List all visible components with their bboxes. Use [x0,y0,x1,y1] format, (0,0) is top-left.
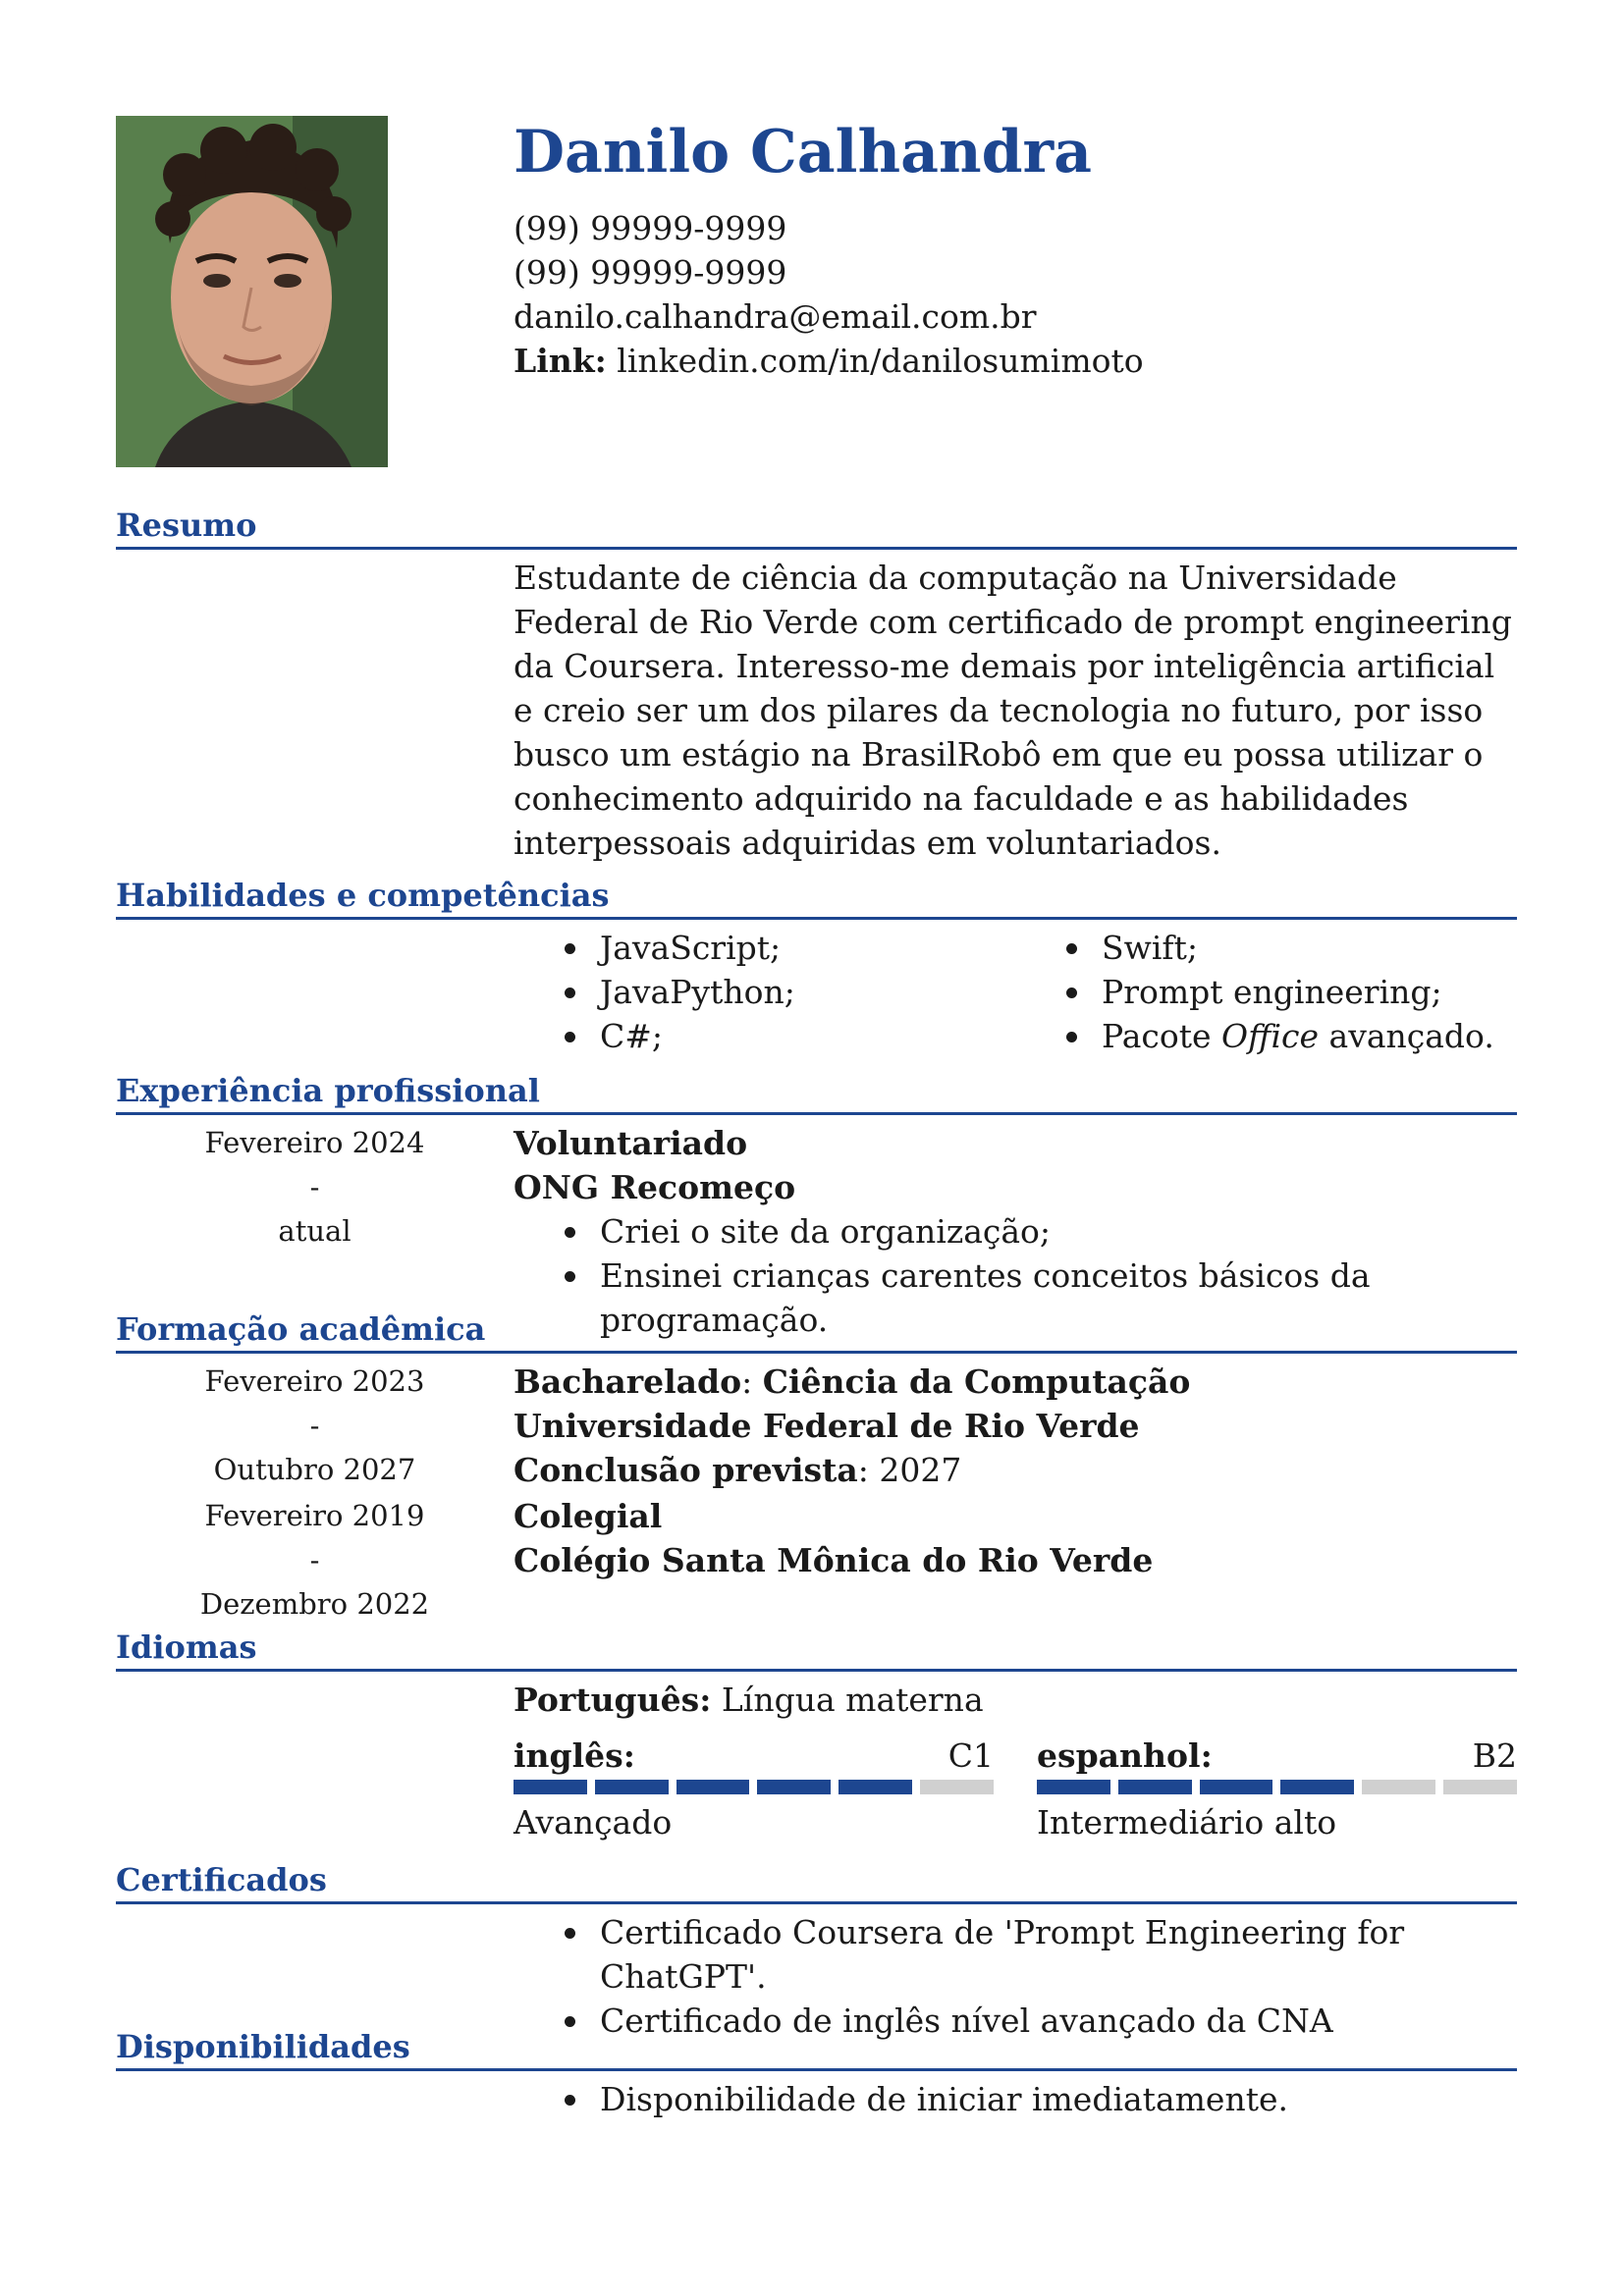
header [514,120,1515,383]
education-dates-2 [116,1494,514,1627]
certificates-list [514,1910,1517,2043]
education-dates-1 [116,1360,514,1492]
section-title: Habilidades e competências [116,876,1517,920]
availability-list [514,2077,1517,2121]
list-item: Pacote Office avançado. [1015,1014,1517,1058]
list-item: JavaPython; [514,970,1015,1014]
date-separator: - [309,1170,320,1203]
list-item: C#; [514,1014,1015,1058]
email[interactable]: danilo.calhandra@email.com.br [514,297,1037,336]
date-end: Dezembro 2022 [199,1587,430,1621]
school-name: Colégio Santa Mônica do Rio Verde [514,1541,1154,1579]
list-item: Criei o site da organização; [514,1209,1517,1254]
phone-primary: (99) 99999-9999 [514,209,787,247]
language-level: C1 [947,1736,994,1775]
section-title: Experiência profissional [116,1071,1517,1115]
level-bar [1037,1780,1517,1794]
skills-column-2 [1015,926,1517,1058]
section-title: Disponibilidades [116,2027,1517,2071]
languages [514,1678,1517,1844]
skills-column-1 [514,926,1015,1058]
language-description: Intermediário alto [1037,1803,1337,1842]
degree-line: Colegial [514,1497,663,1535]
list-item: Prompt engineering; [1015,970,1517,1014]
section-title: Formação acadêmica [116,1309,1517,1354]
link-label: Link: [514,342,607,380]
profile-photo [116,116,388,467]
list-item: JavaScript; [514,926,1015,970]
section-idiomas [116,1628,1517,1842]
date-separator: - [309,1409,320,1442]
conclusion-line: Conclusão prevista: 2027 [514,1451,962,1489]
list-item: Ensinei crianças carentes conceitos básicos da programação. [514,1254,1517,1342]
level-segment [595,1780,669,1794]
level-segment [1200,1780,1273,1794]
date-separator: - [309,1543,320,1576]
contact-info [514,206,1515,383]
level-segment [1118,1780,1192,1794]
candidate-name: Danilo Calhandra [514,118,1093,187]
job-organization: ONG Recomeço [514,1168,796,1206]
list-item: Disponibilidade de iniciar imediatamente. [514,2077,1517,2121]
language-level: B2 [1472,1736,1517,1775]
level-segment [1362,1780,1435,1794]
education-entry-1 [514,1360,1517,1492]
date-start: Fevereiro 2024 [204,1126,425,1159]
level-segment [757,1780,831,1794]
skills-list [514,926,1517,1058]
level-segment [676,1780,750,1794]
link-row [514,339,1515,383]
language-description: Avançado [514,1803,673,1842]
section-title: Idiomas [116,1628,1517,1672]
list-item: Certificado Coursera de 'Prompt Engineering for ChatGPT'. [514,1910,1517,1999]
date-end: atual [278,1214,352,1248]
native-language: Português: Língua materna [514,1681,984,1719]
language-spanish [1037,1734,1517,1844]
language-name: inglês: [514,1736,635,1775]
language-english [514,1734,994,1844]
section-title: Resumo [116,506,1517,550]
list-item: Swift; [1015,926,1517,970]
level-segment [1037,1780,1110,1794]
section-disponibilidades [116,2027,1517,2118]
linkedin-link[interactable]: linkedin.com/in/danilosumimoto [617,342,1144,380]
education-entry-2 [514,1494,1517,1582]
job-role: Voluntariado [514,1124,748,1162]
date-end: Outubro 2027 [213,1453,416,1486]
phone-secondary: (99) 99999-9999 [514,253,787,292]
list-item: Certificado de inglês nível avançado da CNA [514,1999,1517,2043]
school-name: Universidade Federal de Rio Verde [514,1407,1140,1445]
level-segment [839,1780,912,1794]
language-name: espanhol: [1037,1736,1213,1775]
section-formacao [116,1309,1517,1621]
resumo-text: Estudante de ciência da computação na Universidade Federal de Rio Verde com certificado de prompt engineering da Coursera. Interesso-me demais por inteligência artificial e creio ser um dos pilares da tecnologia no futuro, por isso busco um estágio na BrasilRobô em que eu possa utilizar o conhecimento adquirido na faculdade e as habilidades interpessoais adquiridas em voluntariados. [514,559,1512,862]
experience-dates [116,1121,514,1254]
section-title: Certificados [116,1860,1517,1904]
level-segment [1280,1780,1354,1794]
section-habilidades [116,876,1517,1055]
portrait-illustration [116,116,388,467]
section-resumo [116,506,1517,862]
level-bar [514,1780,994,1794]
level-segment [514,1780,587,1794]
section-certificados [116,1860,1517,2040]
degree-line: Bacharelado: Ciência da Computação [514,1362,1191,1401]
level-segment [920,1780,994,1794]
level-segment [1443,1780,1517,1794]
date-start: Fevereiro 2019 [204,1499,425,1532]
language-levels [514,1734,1517,1844]
date-start: Fevereiro 2023 [204,1364,425,1398]
